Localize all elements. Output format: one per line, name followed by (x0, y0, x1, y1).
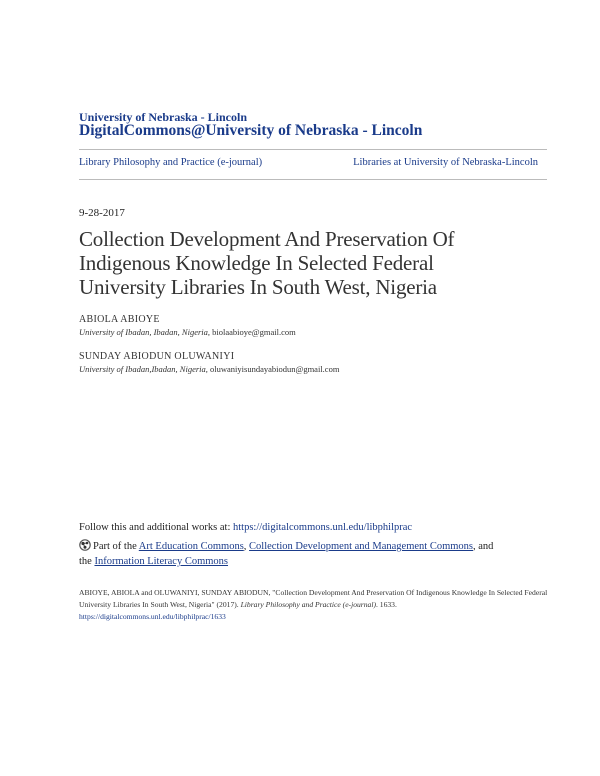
citation-journal: Library Philosophy and Practice (e-journal) (240, 600, 376, 609)
publication-date: 9-28-2017 (79, 207, 125, 219)
collection-development-commons-link[interactable]: Collection Development and Management Commons (249, 541, 474, 552)
author-name: SUNDAY ABIODUN OLUWANIYI (79, 351, 235, 362)
part-of-line2-prefix: the (79, 556, 95, 567)
institution-large[interactable]: DigitalCommons@University of Nebraska - Lincoln (79, 122, 423, 139)
institution-small[interactable]: University of Nebraska - Lincoln (79, 110, 247, 124)
author-separator: , (205, 364, 211, 374)
part-of-separator: , and (473, 541, 494, 552)
nav-link-journal[interactable]: Library Philosophy and Practice (e-journal) (79, 157, 263, 168)
citation-text: ABIOYE, ABIOLA and OLUWANIYI, SUNDAY ABIODUN, "Collection Development And Preservation Of Indigenous Knowledge In Selected Federal University Libraries In South West, Nigeria" (2017). (79, 588, 548, 609)
part-of-separator: , (243, 541, 250, 552)
top-rule (79, 149, 547, 150)
author-affiliation (79, 364, 339, 374)
art-education-commons-link[interactable]: Art Education Commons (138, 541, 244, 552)
author-affiliation (79, 327, 296, 337)
author-email[interactable]: oluwaniyisundayabiodun@gmail.com (210, 364, 340, 374)
author-affiliation-text: University of Ibadan, Ibadan, Nigeria (79, 327, 208, 337)
part-of-block (79, 539, 549, 569)
network-icon (79, 539, 91, 551)
citation-block (79, 587, 549, 623)
part-of-prefix: Part of the (93, 541, 139, 552)
author-separator: , (207, 327, 213, 337)
article-title: Collection Development And Preservation Of Indigenous Knowledge In Selected Federal University Libraries In South West, Nigeria (79, 227, 455, 299)
citation-url-link[interactable]: https://digitalcommons.unl.edu/libphilprac/1633 (79, 612, 226, 621)
follow-label: Follow this and additional works at: (79, 522, 233, 533)
author-name: ABIOLA ABIOYE (79, 314, 160, 325)
citation-end: . 1633. (375, 600, 397, 609)
follow-line (79, 522, 412, 533)
follow-url-link[interactable]: https://digitalcommons.unl.edu/libphilprac (233, 522, 413, 533)
information-literacy-commons-link[interactable]: Information Literacy Commons (94, 556, 229, 567)
author-email[interactable]: biolaabioye@gmail.com (212, 327, 296, 337)
bottom-rule (79, 179, 547, 180)
author-affiliation-text: University of Ibadan,Ibadan, Nigeria (79, 364, 206, 374)
nav-link-libraries[interactable]: Libraries at University of Nebraska-Lincoln (353, 157, 538, 168)
